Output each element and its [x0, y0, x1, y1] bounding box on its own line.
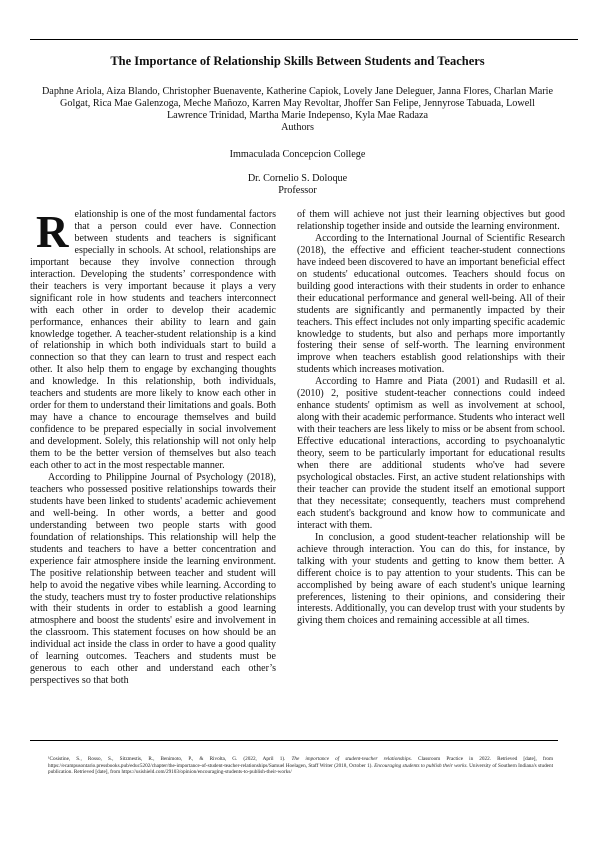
- footnote-text-3: University of Southern Indiana's student publication. Retrieved [date], from https://usishield.com/29103/opinion/encouraging-students-to-publish-their-works/: [48, 762, 554, 776]
- paragraph-hamre-piata: According to Hamre and Piata (2001) and Rudasill et al. (2010) 2, positive student-teacher connections could indeed enhance students' optimism as well as involvement at school, along with their academic performance. Students who interact well with their teachers are less likely to miss or be absent from school. Effective educational interactions, according to psychoanalytic theory, seem to be particularly important for educational results when there are additional students who've had severe psychological obstacles. First, an active student relationships with their teacher can provide the student itself an emotional support that they necessitate; consequently, teachers must comprehend each student's background and know how to communicate and interact with them.: [297, 376, 565, 531]
- footnote-text-1: ¹Cosistine, S., Rosso, S., Sitzmestis, R., Benimoto, P., & Rivolta, G. (2022, April 1).: [48, 756, 292, 762]
- institution: Immaculada Concepcion College: [229, 149, 366, 160]
- author-list: Daphne Ariola, Aiza Blando, Christopher Buenavente, Katherine Capiok, Lovely Jane Deleguer, Janna Flores, Charlan Marie Golgat, Rica Mae Galenzoga, Meche Mañozo, Karren May Revoltar, Jhoffer San Felipe, Jennyrose Tabuada, Lowell Lawrence Trinidad, Martha Marie Indepenso, Kyla Mae Radaza: [41, 86, 554, 121]
- paper-title: The Importance of Relationship Skills Between Students and Teachers: [110, 54, 485, 68]
- intro-paragraph: [30, 209, 276, 472]
- paragraph-conclusion: In conclusion, a good student-teacher relationship will be achieve through interaction. You can do this, for instance, by talking with your students and getting to know them better. A different choice is to pay attention to your students. This can be accomplished by being aware of each student's unique learning preferences, listening to their opinions, and considering their interests. Additionally, you can develop trust with your students by giving them choices and remaining accessible at all times.: [297, 531, 565, 627]
- top-rule: [30, 39, 578, 40]
- footnote-italic-2: Encouraging students to publish their works.: [374, 762, 468, 769]
- left-column: [30, 209, 276, 687]
- intro-text: elationship is one of the most fundamental factors that a person could ever have. Connection between students and teachers is significant especially in schools. At school, relationships are important because they involve connection through interaction. Developing the students’ correspondence with their teachers is very important because it plays a very significant role in how students and teachers interconnect with each other in order to develop their academic performance, enhances their ability to learn and gain knowledge together. A teacher-student relationship is a kind of relationship in which both individuals start to build a connection so that they can learn to trust and respect each other. It also help them to engage by exchanging thoughts and knowledge. In this relationship, both individuals, teachers and students are more likely to know each other in order for them to understand their limitations and goals. Both may have a chance to encourage themselves and build confidence to be prepared especially in social involvement and development. Solely, this relationship will not only help them to be the better version of themselves but also teach each other to act in the most respectable manner.: [30, 209, 276, 472]
- drop-cap: R: [36, 207, 69, 257]
- right-column: [297, 209, 565, 627]
- footnote-rule: [30, 740, 558, 741]
- paragraph-philippine-journal: According to Philippine Journal of Psychology (2018), teachers who possessed positive relationships towards their students have been linked to students' academic achievement and well-being. In other words, a better and good understanding between two people starts with good foundation of relationships. This relationship will help the students and teachers to have a better concentration and experience fair atmosphere inside the learning environment. The positive relationship between teacher and student will help to avoid the negative vibes while learning. According to the study, teachers must try to foster productive relationships with their students in order to establish a good learning atmosphere and boost the students' esire and involvement in the classroom. This statement focuses on how should be an individual act inside the class in order to have a good quality of learning outcomes. Teachers and students must be generous to each other and understand each other’s perspectives so that both: [30, 471, 276, 687]
- professor-label: Professor: [278, 185, 317, 196]
- footnote-text-2: Classroom Practice in 2022. Retrieved [date], from https://ecampusontario.pressbooks.pub/educ5202/chapter/the-importance-of-student-teacher-relationships/Samuel Hoelagen, Staff Writer (2018, October 1).: [48, 756, 553, 769]
- footnote-italic-1: The importance of student-teacher relationships.: [291, 756, 412, 762]
- paragraph-continuation: of them will achieve not just their learning objectives but good relationship together inside and outside the learning environment.: [297, 209, 565, 232]
- professor-name: Dr. Cornelio S. Doloque: [247, 173, 348, 184]
- footnote: [48, 756, 553, 776]
- authors-label: Authors: [281, 122, 314, 133]
- paragraph-scientific-research: According to the International Journal of Scientific Research (2018), the effective and efficient teacher-student connections have indeed been discovered to have an important beneficial effect on students' educational outcomes. Teachers should focus on building good interactions with their students in order to enhance their educational performance and general well-being. All of their students are significantly and permanently impacted by their teachers. This effect includes not only imparting specific academic knowledge to students, but also and perhaps more importantly fostering their sense of self-worth. The learning environment improve when teachers establish good relationships with their students which increases motivation.: [297, 232, 565, 376]
